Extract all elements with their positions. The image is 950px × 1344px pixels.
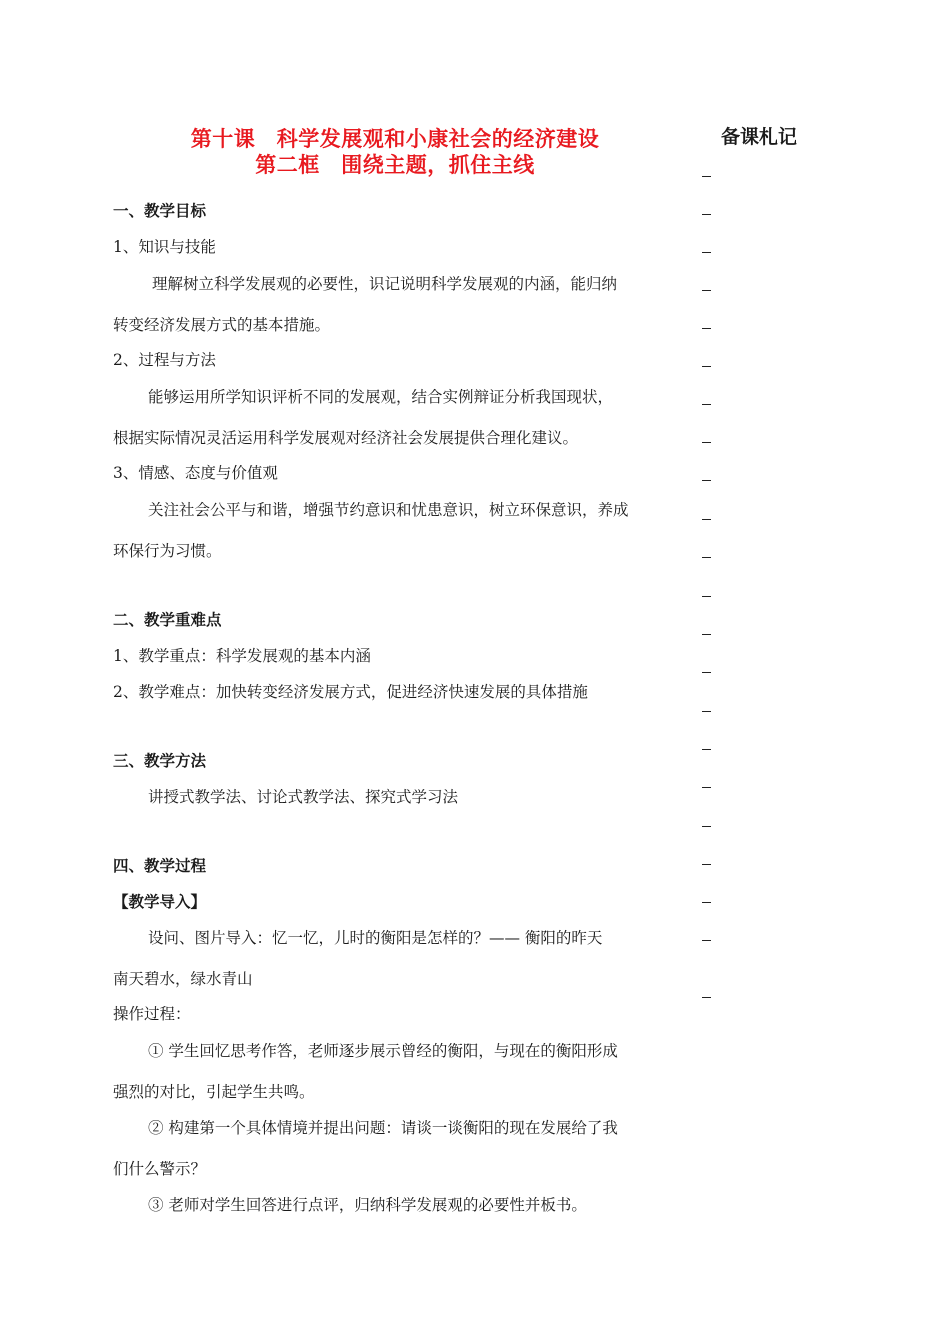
paragraph-line: 理解树立科学发展观的必要性，识记说明科学发展观的内涵，能归纳 (152, 275, 618, 293)
heading-process: 四、教学过程 (113, 857, 207, 875)
note-line (702, 787, 711, 788)
note-line (702, 328, 711, 329)
heading-objectives: 一、教学目标 (113, 202, 207, 220)
paragraph-line: 们什么警示？ (113, 1160, 207, 1178)
note-line (702, 749, 711, 750)
notes-column-title: 备课札记 (721, 126, 798, 148)
list-item: 2、教学难点：加快转变经济发展方式，促进经济快速发展的具体措施 (113, 683, 588, 701)
paragraph-line: ③ 老师对学生回答进行点评，归纳科学发展观的必要性并板书。 (148, 1196, 587, 1214)
note-line (702, 366, 711, 367)
note-line (702, 442, 711, 443)
note-line (702, 826, 711, 827)
note-line (702, 997, 711, 998)
paragraph-line: 操作过程： (113, 1005, 191, 1023)
paragraph-line: 关注社会公平与和谐，增强节约意识和忧患意识，树立环保意识，养成 (148, 501, 629, 519)
paragraph-line: 强烈的对比，引起学生共鸣。 (113, 1083, 315, 1101)
heading-key-points: 二、教学重难点 (113, 611, 222, 629)
note-line (702, 864, 711, 865)
paragraph-line: 环保行为习惯。 (113, 542, 222, 560)
note-line (702, 672, 711, 673)
paragraph-line: ② 构建第一个具体情境并提出问题：请谈一谈衡阳的现在发展给了我 (148, 1119, 618, 1137)
paragraph-line: 南天碧水，绿水青山 (113, 970, 253, 988)
note-line (702, 252, 711, 253)
note-line (702, 404, 711, 405)
subheading: 1、知识与技能 (113, 238, 216, 256)
paragraph-line: 转变经济发展方式的基本措施。 (113, 316, 331, 334)
note-line (702, 214, 711, 215)
heading-methods: 三、教学方法 (113, 752, 207, 770)
subheading: 3、情感、态度与价值观 (113, 464, 278, 482)
lesson-title: 第十课 科学发展观和小康社会的经济建设 (190, 127, 600, 151)
list-item: 1、教学重点：科学发展观的基本内涵 (113, 647, 371, 665)
note-line (702, 176, 711, 177)
subheading-intro: 【教学导入】 (113, 893, 207, 911)
subheading: 2、过程与方法 (113, 351, 216, 369)
section-title: 第二框 围绕主题，抓住主线 (255, 153, 535, 177)
paragraph-line: 根据实际情况灵活运用科学发展观对经济社会发展提供合理化建议。 (113, 429, 579, 447)
note-line (702, 557, 711, 558)
note-line (702, 940, 711, 941)
note-line (702, 596, 711, 597)
paragraph-line: 设问、图片导入：忆一忆，儿时的衡阳是怎样的？—— 衡阳的昨天 (148, 929, 603, 947)
paragraph-line: 讲授式教学法、讨论式教学法、探究式学习法 (148, 788, 459, 806)
note-line (702, 519, 711, 520)
note-line (702, 480, 711, 481)
paragraph-line: 能够运用所学知识评析不同的发展观，结合实例辩证分析我国现状， (148, 388, 614, 406)
note-line (702, 711, 711, 712)
paragraph-line: ① 学生回忆思考作答，老师逐步展示曾经的衡阳，与现在的衡阳形成 (148, 1042, 618, 1060)
note-line (702, 634, 711, 635)
note-line (702, 902, 711, 903)
note-line (702, 290, 711, 291)
